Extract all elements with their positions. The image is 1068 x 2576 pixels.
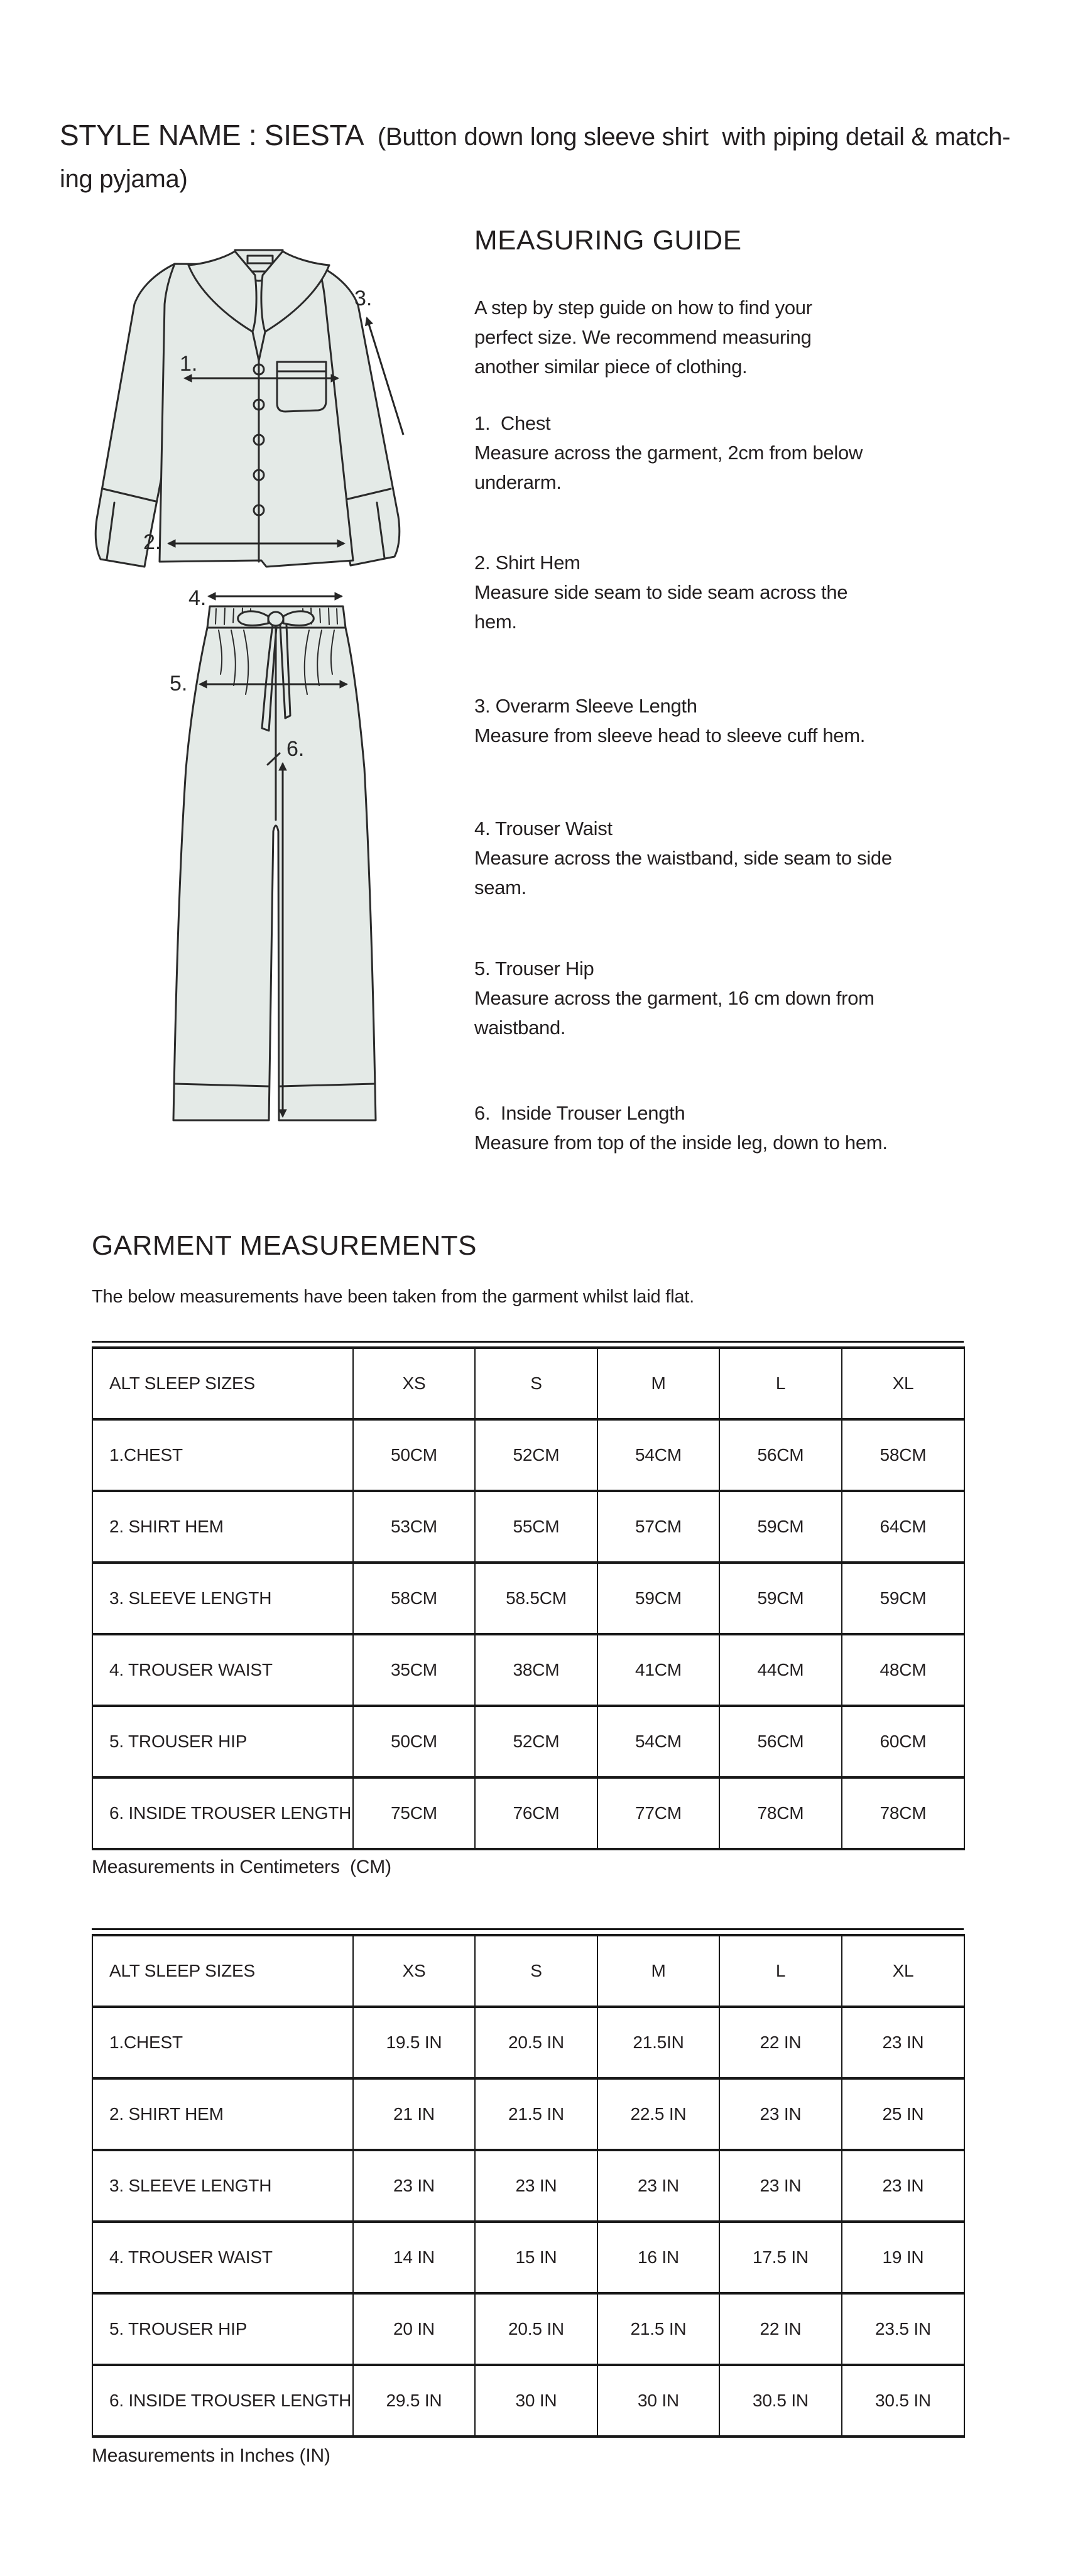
measurement-value-cell: 23 IN xyxy=(842,2007,964,2078)
measurement-value-cell: 20.5 IN xyxy=(475,2007,597,2078)
measurement-label-cell: 6. INSIDE TROUSER LENGTH xyxy=(92,1777,353,1849)
size-column-header: XS xyxy=(353,1935,475,2007)
page-title-line1 xyxy=(60,117,1046,161)
measurement-value-cell: 35CM xyxy=(353,1634,475,1706)
measuring-guide-intro: A step by step guide on how to find your perfect size. We recommend measuring another similar piece of clothing. xyxy=(474,297,812,378)
measurement-value-cell: 23 IN xyxy=(719,2078,842,2150)
measurement-value-cell: 57CM xyxy=(597,1491,719,1563)
page-title xyxy=(60,117,1046,197)
measurement-value-cell: 19 IN xyxy=(842,2222,964,2293)
style-description-text: (Button down long sleeve shirt with piping detail & match- xyxy=(364,123,1011,151)
measurement-value-cell: 17.5 IN xyxy=(719,2222,842,2293)
size-column-header: XL xyxy=(842,1935,964,2007)
measurement-value-cell: 50CM xyxy=(353,1706,475,1777)
measurement-value-cell: 59CM xyxy=(842,1563,964,1634)
measurement-label-cell: 1.CHEST xyxy=(92,1419,353,1491)
in-table-wrap xyxy=(92,1934,964,2438)
size-column-header: L xyxy=(719,1935,842,2007)
measurement-value-cell: 25 IN xyxy=(842,2078,964,2150)
garment-measurements-heading: GARMENT MEASUREMENTS xyxy=(92,1230,477,1261)
measurement-label-cell: 3. SLEEVE LENGTH xyxy=(92,2150,353,2222)
table-header-row xyxy=(92,1348,964,1419)
measurement-value-cell: 23.5 IN xyxy=(842,2293,964,2365)
step-title: 5. Trouser Hip xyxy=(474,958,594,980)
step-body: Measure side seam to side seam across the hem. xyxy=(474,581,848,633)
step-inside-trouser-length xyxy=(474,1098,908,1157)
measurement-value-cell: 59CM xyxy=(597,1563,719,1634)
table-row xyxy=(92,1491,964,1563)
measurement-value-cell: 50CM xyxy=(353,1419,475,1491)
step-title: 3. Overarm Sleeve Length xyxy=(474,695,697,717)
shirt-chest-pocket xyxy=(277,362,326,412)
step-body: Measure across the garment, 2cm from below underarm. xyxy=(474,442,863,493)
measurement-value-cell: 38CM xyxy=(475,1634,597,1706)
step-title: 1. Chest xyxy=(474,412,551,434)
measurement-value-cell: 52CM xyxy=(475,1706,597,1777)
measurement-value-cell: 56CM xyxy=(719,1706,842,1777)
measurement-value-cell: 23 IN xyxy=(719,2150,842,2222)
measurement-value-cell: 20 IN xyxy=(353,2293,475,2365)
measurement-value-cell: 16 IN xyxy=(597,2222,719,2293)
measurement-value-cell: 78CM xyxy=(842,1777,964,1849)
step-body: Measure from sleeve head to sleeve cuff hem. xyxy=(474,724,866,746)
step-title: 4. Trouser Waist xyxy=(474,817,613,839)
measurement-value-cell: 23 IN xyxy=(842,2150,964,2222)
size-column-header: XS xyxy=(353,1348,475,1419)
size-column-header: L xyxy=(719,1348,842,1419)
measurement-value-cell: 23 IN xyxy=(597,2150,719,2222)
measurement-label-cell: 2. SHIRT HEM xyxy=(92,1491,353,1563)
measurement-value-cell: 30 IN xyxy=(597,2365,719,2437)
measurement-value-cell: 21.5IN xyxy=(597,2007,719,2078)
cm-caption: Measurements in Centimeters (CM) xyxy=(92,1857,391,1877)
measurement-label-cell: 6. INSIDE TROUSER LENGTH xyxy=(92,2365,353,2437)
measurement-value-cell: 52CM xyxy=(475,1419,597,1491)
measure-label-2: 2. xyxy=(143,530,161,554)
in-measurements-table xyxy=(92,1934,965,2438)
measure-label-3: 3. xyxy=(354,287,373,310)
measurement-value-cell: 76CM xyxy=(475,1777,597,1849)
measurement-value-cell: 75CM xyxy=(353,1777,475,1849)
table-row xyxy=(92,1563,964,1634)
pyjama-trousers-illustration xyxy=(143,567,396,1134)
measurement-label-cell: 5. TROUSER HIP xyxy=(92,2293,353,2365)
measurement-value-cell: 44CM xyxy=(719,1634,842,1706)
measurement-value-cell: 59CM xyxy=(719,1563,842,1634)
measurement-value-cell: 41CM xyxy=(597,1634,719,1706)
measurement-label-cell: 4. TROUSER WAIST xyxy=(92,1634,353,1706)
measurement-value-cell: 22.5 IN xyxy=(597,2078,719,2150)
table-row xyxy=(92,2365,964,2437)
style-name-text: STYLE NAME : SIESTA xyxy=(60,119,364,151)
measurement-value-cell: 48CM xyxy=(842,1634,964,1706)
table-header-row xyxy=(92,1935,964,2007)
trousers-body xyxy=(173,628,376,1120)
measurement-value-cell: 77CM xyxy=(597,1777,719,1849)
measurement-value-cell: 21 IN xyxy=(353,2078,475,2150)
size-column-header: M xyxy=(597,1348,719,1419)
cm-measurements-table xyxy=(92,1346,965,1850)
measure-column-header: ALT SLEEP SIZES xyxy=(92,1935,353,2007)
measurement-label-cell: 1.CHEST xyxy=(92,2007,353,2078)
measurement-label-cell: 5. TROUSER HIP xyxy=(92,1706,353,1777)
measurement-value-cell: 54CM xyxy=(597,1706,719,1777)
table-row xyxy=(92,2150,964,2222)
measurement-value-cell: 30.5 IN xyxy=(842,2365,964,2437)
measurement-label-cell: 4. TROUSER WAIST xyxy=(92,2222,353,2293)
garment-measurements-note: The below measurements have been taken from the garment whilst laid flat. xyxy=(92,1287,695,1307)
measurement-value-cell: 29.5 IN xyxy=(353,2365,475,2437)
measurement-value-cell: 19.5 IN xyxy=(353,2007,475,2078)
table-row xyxy=(92,2222,964,2293)
table-row xyxy=(92,2078,964,2150)
measurement-value-cell: 23 IN xyxy=(475,2150,597,2222)
measurement-value-cell: 58.5CM xyxy=(475,1563,597,1634)
measurement-value-cell: 15 IN xyxy=(475,2222,597,2293)
step-shirt-hem xyxy=(474,548,864,636)
measurement-value-cell: 21.5 IN xyxy=(597,2293,719,2365)
measurement-value-cell: 58CM xyxy=(842,1419,964,1491)
measurement-value-cell: 22 IN xyxy=(719,2293,842,2365)
measure-column-header: ALT SLEEP SIZES xyxy=(92,1348,353,1419)
table-row xyxy=(92,1419,964,1491)
measurement-value-cell: 60CM xyxy=(842,1706,964,1777)
step-body: Measure across the waistband, side seam to side seam. xyxy=(474,847,892,898)
step-sleeve-length xyxy=(474,691,908,750)
table-row xyxy=(92,1706,964,1777)
table-row xyxy=(92,2007,964,2078)
measurement-label-cell: 3. SLEEVE LENGTH xyxy=(92,1563,353,1634)
in-caption: Measurements in Inches (IN) xyxy=(92,2445,330,2466)
measurement-label-cell: 2. SHIRT HEM xyxy=(92,2078,353,2150)
pyjama-shirt-illustration xyxy=(80,236,410,572)
measure-label-1: 1. xyxy=(180,352,198,376)
measurement-value-cell: 64CM xyxy=(842,1491,964,1563)
measurement-value-cell: 23 IN xyxy=(353,2150,475,2222)
measure-label-6: 6. xyxy=(286,737,305,761)
table-row xyxy=(92,1634,964,1706)
measurement-value-cell: 58CM xyxy=(353,1563,475,1634)
measuring-guide-heading: MEASURING GUIDE xyxy=(474,225,742,256)
measurement-value-cell: 59CM xyxy=(719,1491,842,1563)
measurement-value-cell: 22 IN xyxy=(719,2007,842,2078)
cm-table-wrap xyxy=(92,1346,964,1850)
measurement-value-cell: 20.5 IN xyxy=(475,2293,597,2365)
measurement-value-cell: 78CM xyxy=(719,1777,842,1849)
measurement-value-cell: 14 IN xyxy=(353,2222,475,2293)
measurement-value-cell: 53CM xyxy=(353,1491,475,1563)
table-row xyxy=(92,2293,964,2365)
page-title-line2: ing pyjama) xyxy=(60,165,188,193)
size-column-header: S xyxy=(475,1935,597,2007)
measurement-value-cell: 56CM xyxy=(719,1419,842,1491)
measure-label-5: 5. xyxy=(170,672,188,696)
measurement-value-cell: 30.5 IN xyxy=(719,2365,842,2437)
step-trouser-waist xyxy=(474,814,908,902)
step-trouser-hip xyxy=(474,954,908,1042)
measurement-value-cell: 21.5 IN xyxy=(475,2078,597,2150)
size-column-header: XL xyxy=(842,1348,964,1419)
table-row xyxy=(92,1777,964,1849)
size-column-header: M xyxy=(597,1935,719,2007)
measurement-value-cell: 54CM xyxy=(597,1419,719,1491)
step-body: Measure across the garment, 16 cm down from waistband. xyxy=(474,987,875,1039)
step-title: 2. Shirt Hem xyxy=(474,552,580,574)
step-body: Measure from top of the inside leg, down to hem. xyxy=(474,1132,888,1154)
size-column-header: S xyxy=(475,1348,597,1419)
measurement-value-cell: 55CM xyxy=(475,1491,597,1563)
measurement-value-cell: 30 IN xyxy=(475,2365,597,2437)
step-chest xyxy=(474,408,908,497)
step-title: 6. Inside Trouser Length xyxy=(474,1102,685,1124)
measure-label-4: 4. xyxy=(188,586,207,610)
